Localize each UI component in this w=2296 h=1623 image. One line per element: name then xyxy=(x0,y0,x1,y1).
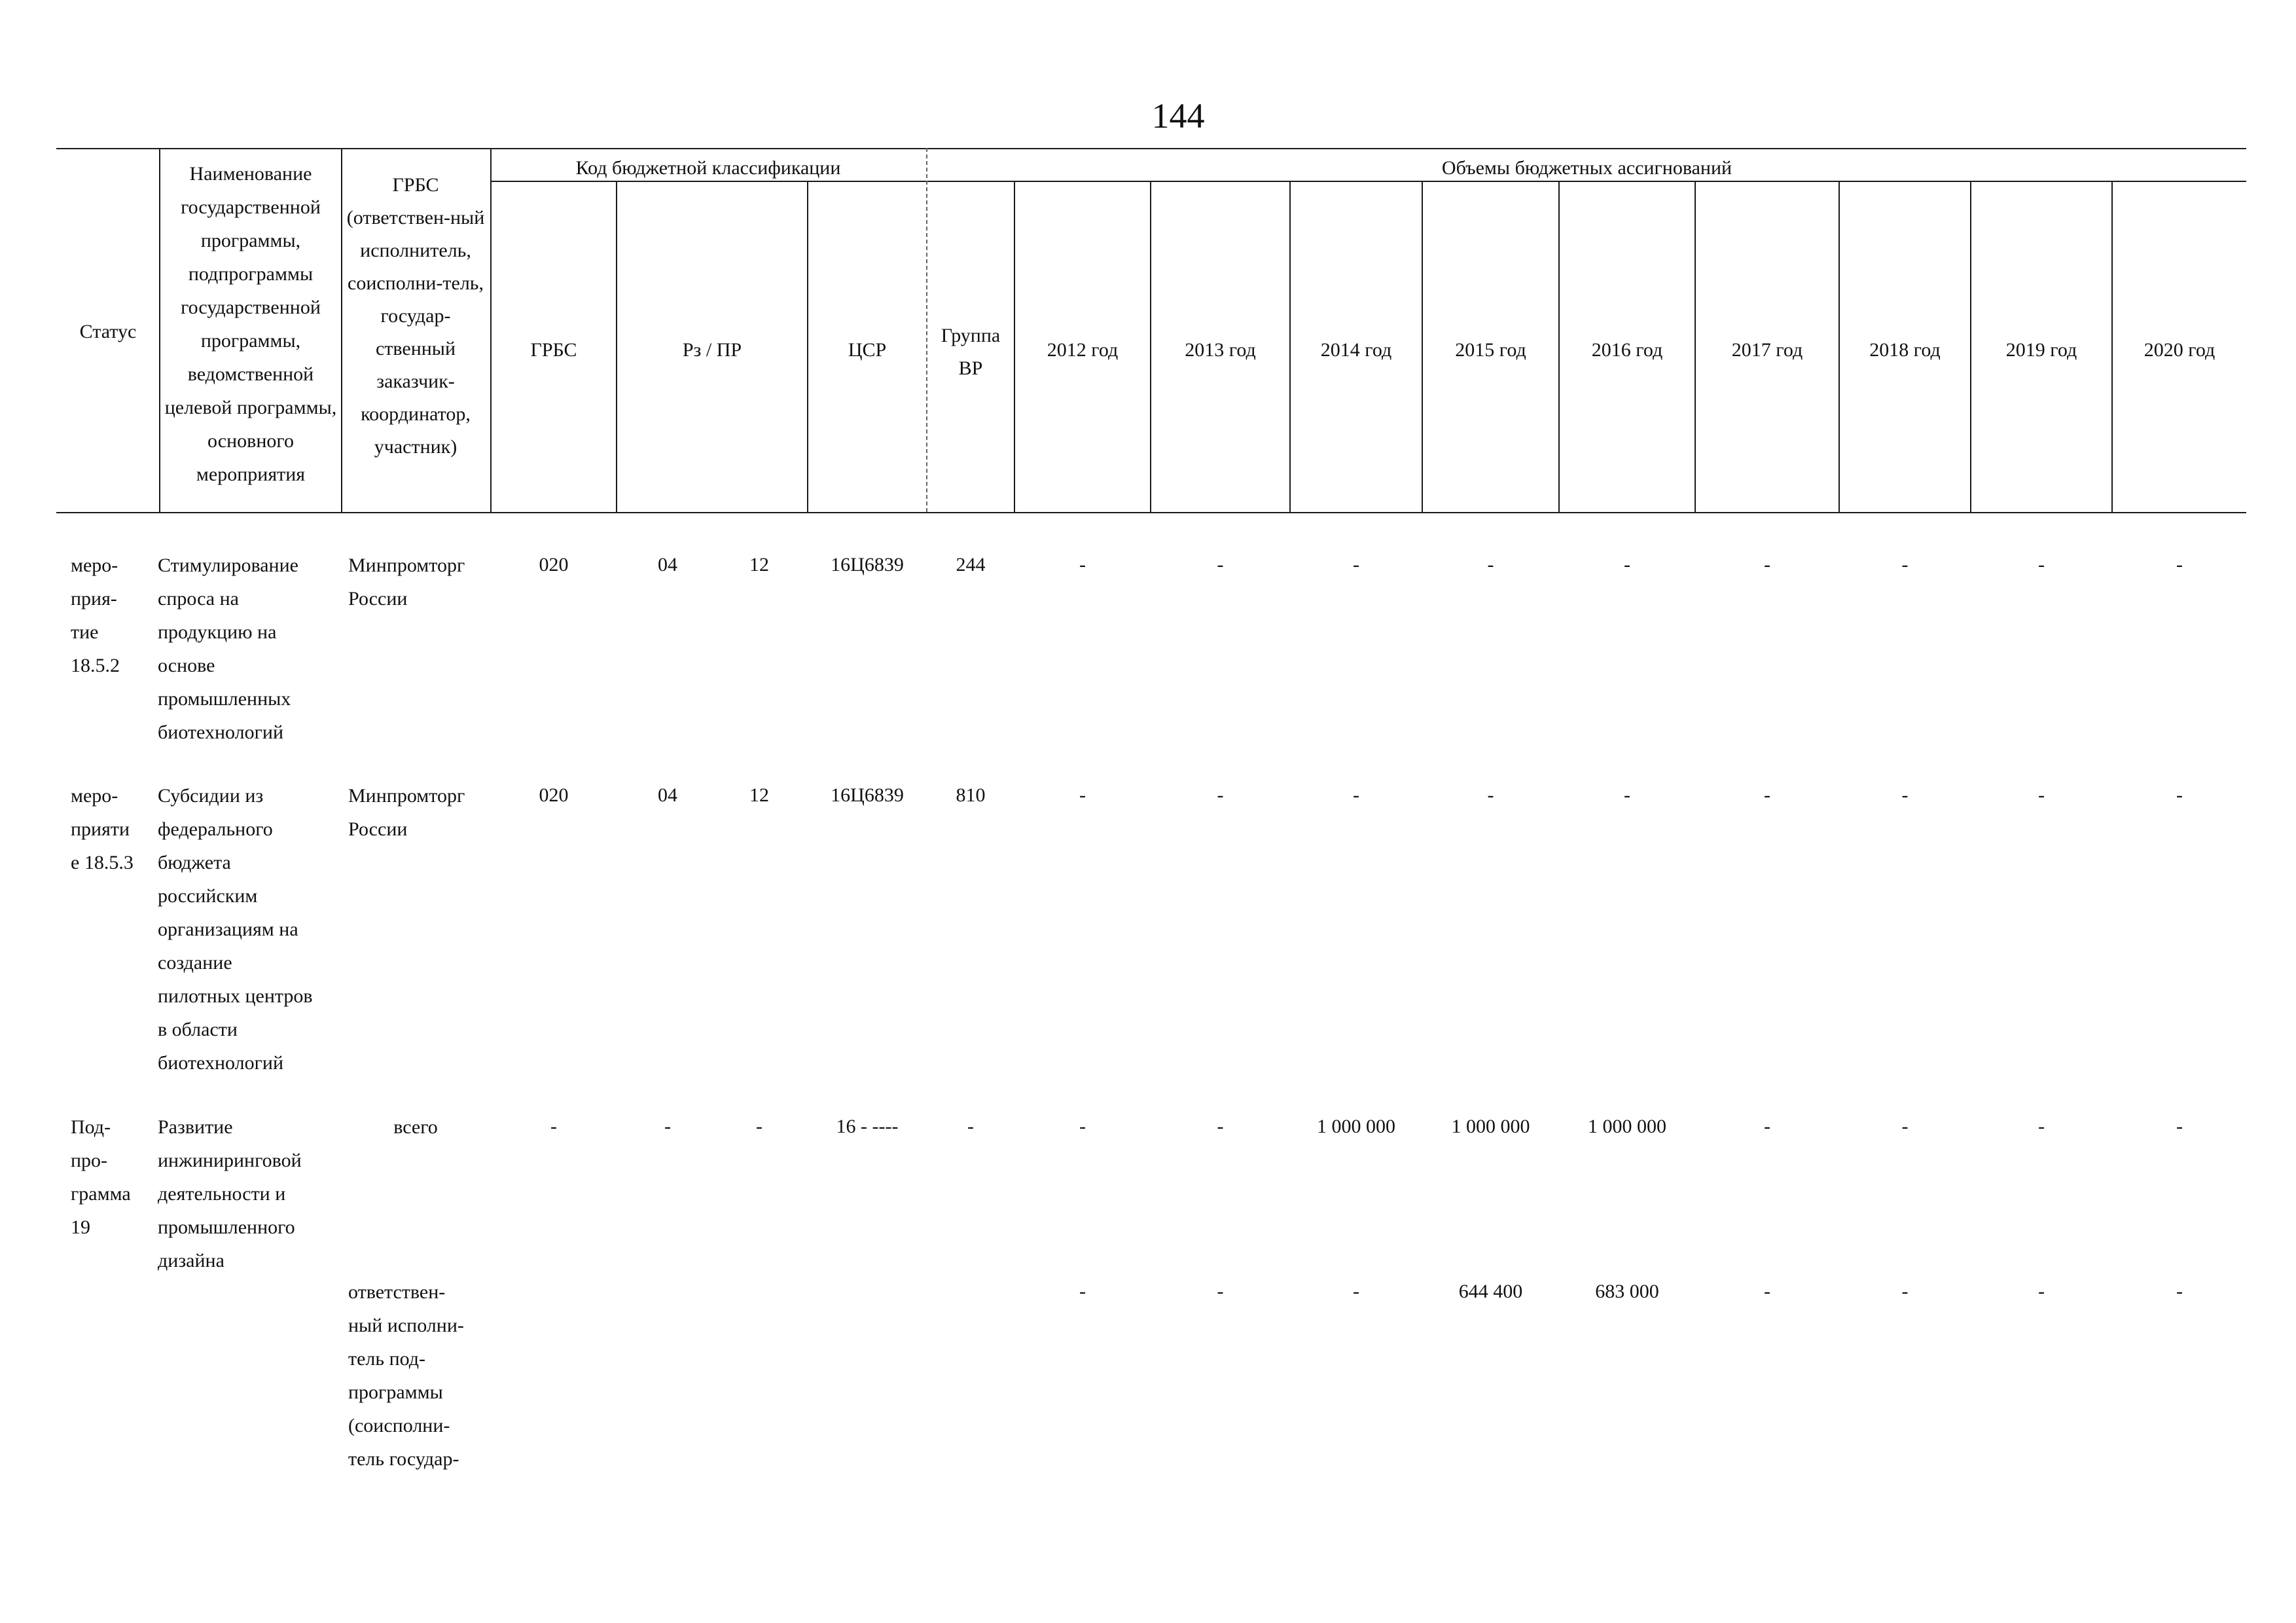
header-year: 2015 год xyxy=(1455,339,1526,361)
cell-grbs: 020 xyxy=(539,784,569,806)
cell-year-2018: - xyxy=(1901,784,1909,806)
cell-year-2012: - xyxy=(1079,1116,1086,1137)
header-year: 2013 год xyxy=(1185,339,1256,361)
cell-rz: - xyxy=(664,1116,671,1137)
header-year: 2017 год xyxy=(1731,339,1803,361)
row-status xyxy=(71,1110,158,1244)
row-status xyxy=(71,549,158,682)
row-executor-line: России xyxy=(348,588,408,610)
cell-csr: 16 - ---- xyxy=(836,1116,899,1137)
row-name-line: Субсидии из xyxy=(158,785,264,807)
row-name-line: создание xyxy=(158,952,232,974)
col-divider xyxy=(159,148,160,512)
row-name-line: инжиниринговой xyxy=(158,1150,302,1171)
cell-year-2015: - xyxy=(1487,784,1494,806)
row-status-line: про- xyxy=(71,1150,108,1171)
row-executor xyxy=(348,549,488,615)
row-status-line: грамма xyxy=(71,1183,131,1205)
row-name-line: продукцию на xyxy=(158,621,277,643)
row-executor-line: (соисполни- xyxy=(348,1415,450,1436)
cell-year-2019: - xyxy=(2038,1281,2045,1302)
row-name-line: бюджета xyxy=(158,852,231,873)
cell-year-2018: - xyxy=(1901,1116,1909,1137)
cell-year-2014: - xyxy=(1353,784,1359,806)
row-executor-line: всего xyxy=(393,1116,438,1138)
row-name-line: дизайна xyxy=(158,1250,224,1271)
row-executor-line: ответствен- xyxy=(348,1281,446,1303)
cell-year-2017: - xyxy=(1764,1281,1770,1302)
header-budget-code: Код бюджетной классификации xyxy=(575,157,841,179)
cell-year-2016: 683 000 xyxy=(1595,1281,1659,1302)
cell-year-2014: 1 000 000 xyxy=(1317,1116,1395,1137)
cell-year-2016: - xyxy=(1624,554,1630,575)
cell-year-2018: - xyxy=(1901,1281,1909,1302)
cell-year-2020: - xyxy=(2176,1116,2183,1137)
cell-year-2012: - xyxy=(1079,554,1086,575)
row-name-line: основе xyxy=(158,655,215,676)
header-volumes: Объемы бюджетных ассигнований xyxy=(1441,157,1732,179)
cell-year-2015: - xyxy=(1487,554,1494,575)
cell-year-2015: 1 000 000 xyxy=(1451,1116,1530,1137)
row-status-line: Под- xyxy=(71,1116,111,1138)
row-executor xyxy=(341,1110,490,1144)
row-name-line: российским xyxy=(158,885,258,907)
row-status-line: тие xyxy=(71,621,99,643)
col-divider xyxy=(341,148,342,512)
cell-pr: 12 xyxy=(749,784,769,806)
row-executor xyxy=(348,1275,488,1476)
header-year: 2012 год xyxy=(1047,339,1119,361)
cell-pr: - xyxy=(756,1116,762,1137)
cell-year-2014: - xyxy=(1353,1281,1359,1302)
row-status-line: меро- xyxy=(71,555,118,576)
cell-year-2012: - xyxy=(1079,1281,1086,1302)
row-name-line: Стимулирование xyxy=(158,555,298,576)
cell-year-2019: - xyxy=(2038,784,2045,806)
row-name-line: федерального xyxy=(158,818,273,840)
header-name: Наименование государственной программы, подпрограммы государственной программы, ведомственной целевой программы, основного мероприятия xyxy=(164,163,337,485)
cell-year-2012: - xyxy=(1079,784,1086,806)
row-name-line: биотехнологий xyxy=(158,721,283,743)
row-status-line: прия- xyxy=(71,588,117,610)
row-name-line: биотехнологий xyxy=(158,1052,283,1074)
header-year: 2018 год xyxy=(1869,339,1941,361)
row-name-line: Развитие xyxy=(158,1116,233,1138)
row-executor-line: России xyxy=(348,818,408,840)
row-status-line: 19 xyxy=(71,1216,90,1238)
row-name-line: промышленного xyxy=(158,1216,295,1238)
cell-year-2019: - xyxy=(2038,554,2045,575)
header-grbs-role: ГРБС (ответствен-ный исполнитель, соисполни-тель, государ-ственный заказчик-координатор, участник) xyxy=(346,174,485,458)
row-name-line: пилотных центров xyxy=(158,985,313,1007)
cell-year-2020: - xyxy=(2176,554,2183,575)
cell-csr: 16Ц6839 xyxy=(831,554,904,575)
cell-year-2017: - xyxy=(1764,1116,1770,1137)
col-divider xyxy=(490,148,492,512)
row-name xyxy=(158,549,341,749)
row-name-line: организациям на xyxy=(158,919,298,940)
cell-year-2017: - xyxy=(1764,554,1770,575)
header-year: 2016 год xyxy=(1591,339,1663,361)
cell-year-2016: 1 000 000 xyxy=(1588,1116,1666,1137)
row-name-line: деятельности и xyxy=(158,1183,286,1205)
row-status xyxy=(71,779,158,879)
row-executor-line: тель государ- xyxy=(348,1448,459,1470)
header-year: 2020 год xyxy=(2144,339,2215,361)
cell-group-vr: 810 xyxy=(956,784,986,806)
cell-year-2013: - xyxy=(1217,554,1224,575)
header-year: 2019 год xyxy=(2005,339,2077,361)
cell-year-2013: - xyxy=(1217,1281,1224,1302)
cell-grbs: - xyxy=(550,1116,557,1137)
header-rz-pr: Рз / ПР xyxy=(682,339,742,361)
cell-year-2018: - xyxy=(1901,554,1909,575)
row-name xyxy=(158,779,341,1080)
row-executor-line: тель под- xyxy=(348,1348,426,1370)
header-csr: ЦСР xyxy=(848,339,887,361)
row-executor-line: ный исполни- xyxy=(348,1315,464,1336)
header-year: 2014 год xyxy=(1320,339,1392,361)
cell-rz: 04 xyxy=(658,784,677,806)
cell-year-2016: - xyxy=(1624,784,1630,806)
table-top-rule xyxy=(56,148,2246,149)
cell-year-2017: - xyxy=(1764,784,1770,806)
cell-pr: 12 xyxy=(749,554,769,575)
row-status-line: 18.5.2 xyxy=(71,655,120,676)
page-number: 144 xyxy=(1151,96,1205,136)
cell-group-vr: 244 xyxy=(956,554,986,575)
row-executor xyxy=(348,779,488,846)
cell-year-2020: - xyxy=(2176,1281,2183,1302)
row-status-line: меро- xyxy=(71,785,118,807)
cell-year-2014: - xyxy=(1353,554,1359,575)
row-name-line: спроса на xyxy=(158,588,239,610)
row-status-line: е 18.5.3 xyxy=(71,852,134,873)
cell-year-2015: 644 400 xyxy=(1458,1281,1523,1302)
cell-group-vr: - xyxy=(967,1116,974,1137)
header-bottom-rule xyxy=(56,512,2246,513)
row-executor-line: Минпромторг xyxy=(348,555,465,576)
row-executor-line: программы xyxy=(348,1381,443,1403)
cell-rz: 04 xyxy=(658,554,677,575)
cell-grbs: 020 xyxy=(539,554,569,575)
cell-year-2013: - xyxy=(1217,784,1224,806)
cell-year-2019: - xyxy=(2038,1116,2045,1137)
header-group-vr: Группа ВР xyxy=(941,325,1001,379)
row-name-line: в области xyxy=(158,1019,238,1040)
row-name-line: промышленных xyxy=(158,688,291,710)
cell-csr: 16Ц6839 xyxy=(831,784,904,806)
row-executor-line: Минпромторг xyxy=(348,785,465,807)
row-name xyxy=(158,1110,341,1277)
row-status-line: прияти xyxy=(71,818,130,840)
cell-year-2020: - xyxy=(2176,784,2183,806)
cell-year-2013: - xyxy=(1217,1116,1224,1137)
header-status: Статус xyxy=(79,321,137,342)
header-grbs: ГРБС xyxy=(530,339,577,361)
